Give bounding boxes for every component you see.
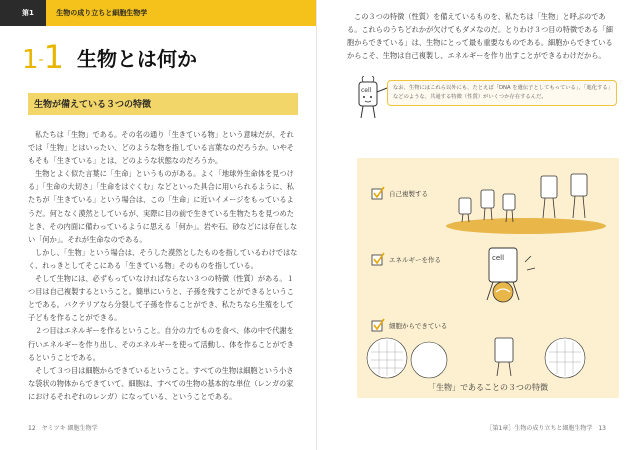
paragraph-2: 生物とよく似た言葉に「生命」というものがある。よく「地球外生命体を見つける」「生命の大切さ」「生命をはぐくむ」などといった具合に用いられるように、私たちが「生きている」という場合は、この「生命」に近いイメージをもっているようだ。何となく漠然としているが、実際に目の前で生きている生物たちを見つめたとき、その内面に備わっているように思える「何か」。岩や石、砂などには存在しない「何か」。それが生命なのである。 [28, 169, 298, 244]
section-number-b: 1 [43, 38, 63, 76]
checkbox-icon [371, 186, 385, 200]
paragraph-4: そして生物には、必ずもっていなければならない３つの特徴（性質）がある。１つ目は自己複製するということ。簡単にいうと、子孫を残すことができるということである。バクテリアなら分裂して子孫を作ることができ、私たちなら生殖をして子どもを作ることができる。 [28, 274, 294, 323]
feature-label-2: エネルギーを作る [389, 256, 441, 264]
note-callout [351, 76, 619, 126]
section-number: 1-1 [22, 38, 63, 76]
svg-text:cell: cell [361, 87, 372, 94]
chapter-title: 生物の成り立ちと細胞生物学 [46, 0, 317, 26]
cell-character-icon [351, 76, 391, 124]
right-page [317, 0, 634, 450]
cells-reproducing-illustration [441, 168, 611, 238]
checkbox-icon [371, 318, 385, 332]
subheading-band [28, 93, 298, 115]
subheading-text: 生物が備えている３つの特徴 [34, 100, 152, 110]
page-footer-left: 12 ヤミツキ 細胞生物学 [28, 425, 98, 432]
checkbox-icon [371, 252, 385, 266]
right-paragraph: この３つの特徴（性質）を備えているものを、私たちは「生物」と呼ぶのである。これらのうちどれかが欠けてもダメなのだ。とりわけ３つ目の特徴である「細胞からできている」は、生物にとって最も重要なものである。細胞からできているからこそ、生物は自己複製し、エネルギーを作り出すことができるわけだから。 [347, 12, 613, 61]
diagram-caption: 「生物」であることの３つの特徴 [428, 383, 548, 392]
paragraph-6: そして３つ目は細胞からできているということ。すべての生物は細胞という小さな袋状の物体からできていて、細胞は、すべての生物の基本的な単位（レンガの家におけるそれぞれのレンガ）になっている、ということである。 [28, 365, 294, 401]
cell-eating-illustration [465, 242, 555, 306]
cell-grid-illustration [365, 334, 615, 380]
page-footer-right: ［第1章］生物の成り立ちと細胞生物学 13 [486, 425, 606, 432]
three-features-diagram [357, 158, 619, 398]
paragraph-3: しかし、「生物」という場合は、そうした漠然としたものを指しているわけではなく、れっきとしてそこにある「生きている物」そのものを指している。 [28, 247, 298, 270]
paragraph-1: 私たちは「生物」である。その名の通り「生きている物」という意味だが、それでは「生物」とはいったい、どのような物を指している言葉なのだろうか。いやそもそも「生きている」とは、どのような状態なのだろうか。 [28, 130, 294, 166]
chapter-tab: 第1章 [0, 0, 46, 26]
svg-text:cell: cell [492, 254, 505, 262]
feature-label-3: 細胞からできている [389, 322, 448, 330]
note-box: なお、生物にはこれら以外にも、たとえば「DNA を遺伝子としてもっている」、「進化する」などのような、共通する特徴（性質）がいくつか存在するんだ。 [387, 80, 617, 106]
section-number-a: 1 [22, 45, 38, 75]
paragraph-5: ２つ目はエネルギーを作るということ。自分の力でものを食べ、体の中で代謝を行いエネルギーを作り出し、そのエネルギーを使って活動し、体を作ることができるということである。 [28, 326, 294, 362]
section-title: 生物とは何か [76, 46, 197, 71]
chapter-bar [0, 0, 317, 43]
section-heading [22, 38, 197, 76]
body-text [28, 128, 300, 403]
right-body-text [347, 10, 615, 62]
feature-label-1: 自己複製する [389, 190, 428, 198]
